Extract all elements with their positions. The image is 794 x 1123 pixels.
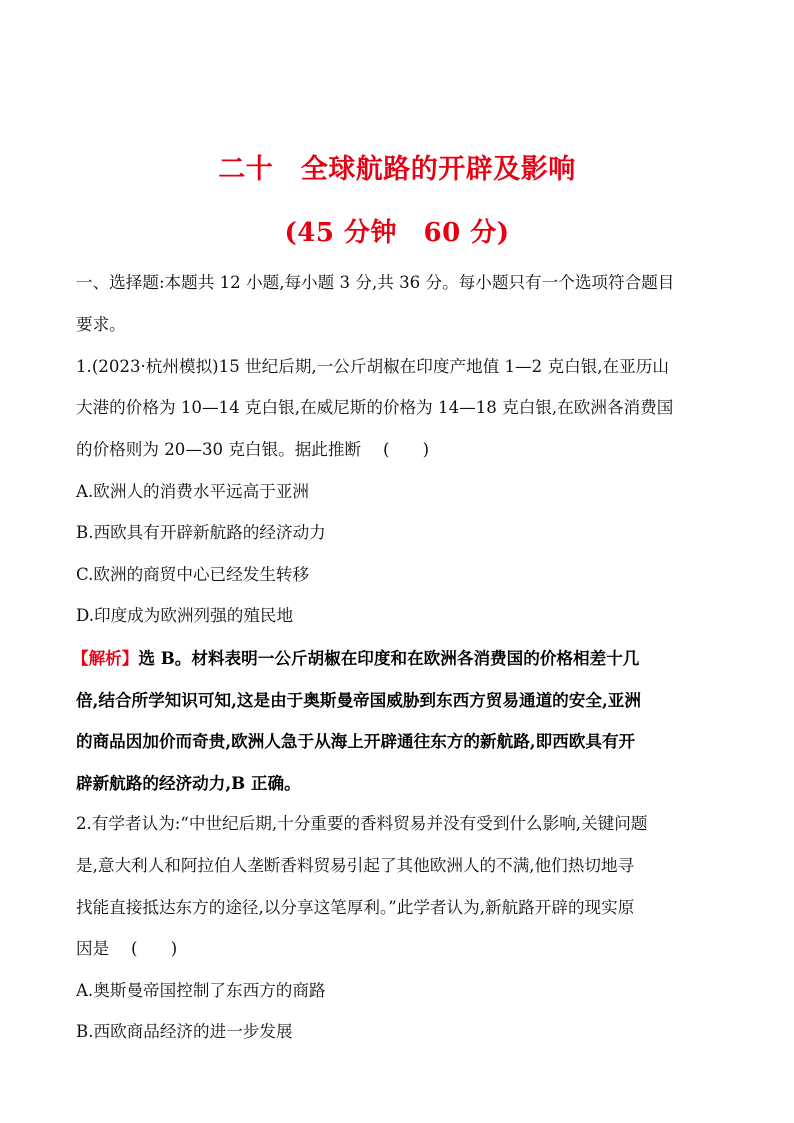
q1-stem-line-2: 大港的价格为 10—14 克白银,在威尼斯的价格为 14—18 克白银,在欧洲各消费国 <box>76 398 674 417</box>
q2-stem-line-4: 因是 ( ) <box>76 939 178 958</box>
q2-option-b: B.西欧商品经济的进一步发展 <box>76 1022 293 1041</box>
lesson-title: 二十 全球航路的开辟及影响 <box>218 154 576 185</box>
section-instruction-line-2: 要求。 <box>76 315 126 334</box>
q1-analysis-text-1: 选 B。材料表明一公斤胡椒在印度和在欧洲各消费国的价格相差十几 <box>138 648 640 668</box>
q1-analysis-line-2: 倍,结合所学知识可知,这是由于奥斯曼帝国威胁到东西方贸易通道的安全,亚洲 <box>76 690 641 710</box>
section-instruction-line-1: 一、选择题:本题共 12 小题,每小题 3 分,共 36 分。每小题只有一个选项符合题目 <box>76 273 675 292</box>
q1-option-d: D.印度成为欧洲列强的殖民地 <box>76 606 294 625</box>
analysis-tag: 【解析】 <box>72 648 139 668</box>
q1-analysis-line-1 <box>72 647 732 669</box>
lesson-subtitle: (45 分钟 60 分) <box>284 218 510 248</box>
q1-option-b: B.西欧具有开辟新航路的经济动力 <box>76 523 326 542</box>
q1-stem-line-1: 1.(2023·杭州模拟)15 世纪后期,一公斤胡椒在印度产地值 1—2 克白银,在亚历山 <box>76 357 669 376</box>
q2-stem-line-3: 找能直接抵达东方的途径,以分享这笔厚利。”此学者认为,新航路开辟的现实原 <box>76 898 635 917</box>
q1-analysis-line-4: 辟新航路的经济动力,B 正确。 <box>76 773 301 793</box>
q2-stem-line-2: 是,意大利人和阿拉伯人垄断香料贸易引起了其他欧洲人的不满,他们热切地寻 <box>76 856 635 875</box>
q1-stem-line-3: 的价格则为 20—30 克白银。据此推断 ( ) <box>76 440 430 459</box>
q2-stem-line-1: 2.有学者认为:“中世纪后期,十分重要的香料贸易并没有受到什么影响,关键问题 <box>76 814 648 833</box>
q1-option-a: A.欧洲人的消费水平远高于亚洲 <box>76 482 309 501</box>
q2-option-a: A.奥斯曼帝国控制了东西方的商路 <box>76 981 326 1000</box>
q1-option-c: C.欧洲的商贸中心已经发生转移 <box>76 565 310 584</box>
q1-analysis-line-3: 的商品因加价而奇贵,欧洲人急于从海上开辟通往东方的新航路,即西欧具有开 <box>76 731 636 751</box>
